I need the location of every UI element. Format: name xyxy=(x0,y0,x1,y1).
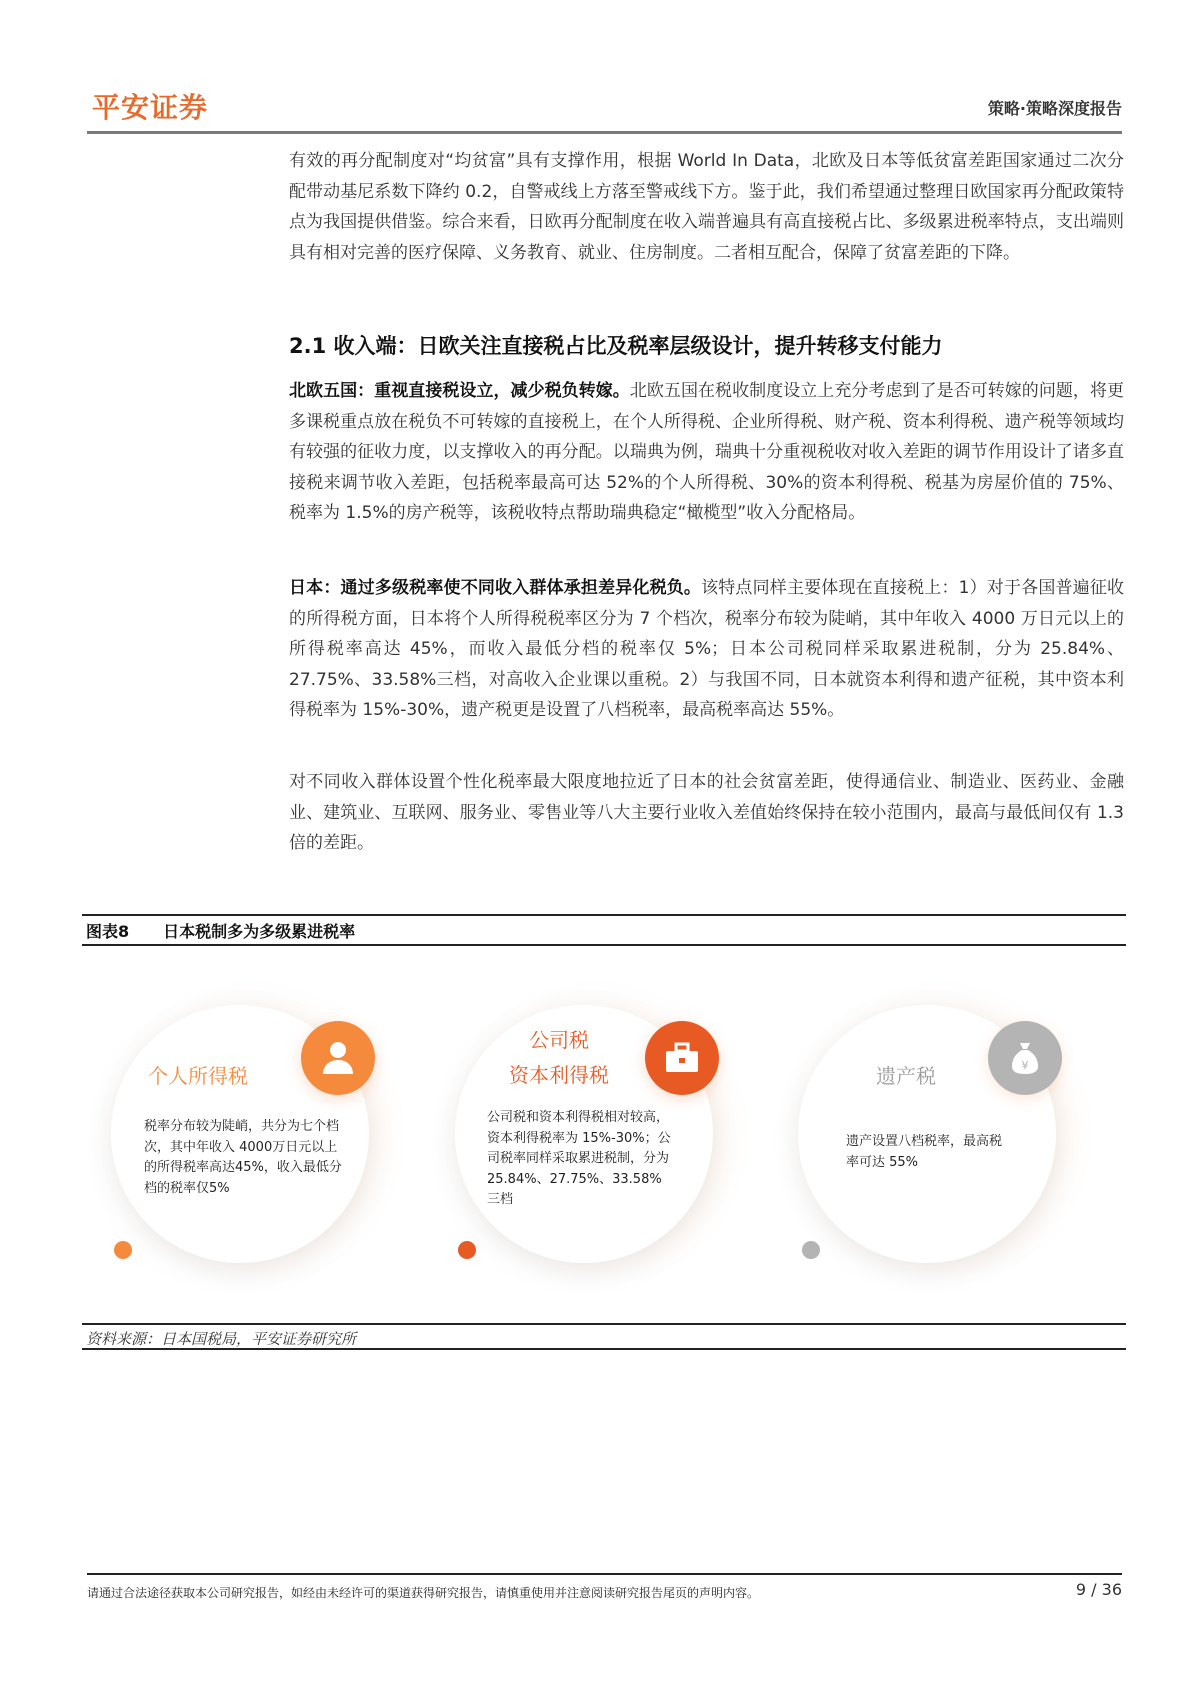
report-type: 策略·策略深度报告 xyxy=(987,99,1122,118)
section-heading: 2.1 收入端：日欧关注直接税占比及税率层级设计，提升转移支付能力 xyxy=(289,334,943,358)
paragraph-text: 该特点同样主要体现在直接税上：1）对于各国普遍征收的所得税方面，日本将个人所得税税率区分为 7 个档次，税率分布较为陡峭，其中年收入 4000 万日元以上的所得税率高达 45%，而收入最低分档的税率仅 5%；日本公司税同样采取累进税制，分为 25.84%、27.75%、33.58%三档，对高收入企业课以重税。2）与我国不同，日本就资本利得和遗产征税，其中资本利得税率为 15%-30%，遗产税更是设置了八档税率，最高税率高达 55%。 xyxy=(289,578,1124,720)
indicator-dot xyxy=(458,1241,476,1259)
paragraph-intro: 有效的再分配制度对“均贫富”具有支撑作用，根据 World In Data，北欧及日本等低贫富差距国家通过二次分配带动基尼系数下降约 0.2，自警戒线上方落至警戒线下方。鉴于此，我们希望通过整理日欧国家再分配政策特点为我国提供借鉴。综合来看，日欧再分配制度在收入端普遍具有高直接税占比、多级累进税率特点，支出端则具有相对完善的医疗保障、义务教育、就业、住房制度。二者相互配合，保障了贫富差距的下降。 xyxy=(289,151,1124,263)
paragraph-lead: 日本：通过多级税率使不同收入群体承担差异化税负。 xyxy=(289,578,702,598)
card-title: 遗产税 xyxy=(876,1064,936,1088)
card-title-line: 资本利得税 xyxy=(509,1063,609,1087)
figure-label: 图表8 xyxy=(86,922,130,941)
card-text: 遗产设置八档税率，最高税率可达 55% xyxy=(846,1134,1003,1170)
header-divider xyxy=(87,131,1122,134)
card-title xyxy=(498,1023,620,1093)
figure-top-rule xyxy=(82,914,1126,916)
source-bottom-rule xyxy=(82,1348,1126,1350)
card-title-line: 公司税 xyxy=(529,1028,589,1052)
page-number: 9 / 36 xyxy=(1075,1580,1122,1599)
card-text: 税率分布较为陡峭，共分为七个档次，其中年收入 4000万日元以上的所得税率高达45%，收入最低分档的税率仅5% xyxy=(144,1119,342,1196)
figure-source: 资料来源：日本国税局，平安证券研究所 xyxy=(86,1330,357,1348)
svg-text:¥: ¥ xyxy=(1021,1059,1029,1072)
paragraph-lead: 北欧五国：重视直接税设立，减少税负转嫁。 xyxy=(289,381,630,401)
footer-disclaimer: 请通过合法途径获取本公司研究报告，如经由未经许可的渠道获得研究报告，请慎重使用并注意阅读研究报告尾页的声明内容。 xyxy=(87,1586,760,1600)
card-text: 公司税和资本利得税相对较高，资本利得税率为 15%-30%；公司税率同样采取累进税制，分为 25.84%、27.75%、33.58%三档 xyxy=(487,1110,671,1207)
figure-title xyxy=(86,919,389,942)
person-icon xyxy=(301,1021,375,1095)
paragraph-summary: 对不同收入群体设置个性化税率最大限度地拉近了日本的社会贫富差距，使得通信业、制造业、医药业、金融业、建筑业、互联网、服务业、零售业等八大主要行业收入差值始终保持在较小范围内，最高与最低间仅有 1.3 倍的差距。 xyxy=(289,772,1124,853)
company-logo: 平安证券 xyxy=(92,91,209,124)
paragraph-text: 北欧五国在税收制度设立上充分考虑到了是否可转嫁的问题，将更多课税重点放在税负不可转嫁的直接税上，在个人所得税、企业所得税、财产税、资本利得税、遗产税等领域均有较强的征收力度，以支撑收入的再分配。以瑞典为例，瑞典十分重视税收对收入差距的调节作用设计了诸多直接税来调节收入差距，包括税率最高可达 52%的个人所得税、30%的资本利得税、税基为房屋价值的 75%、税率为 1.5%的房产税等，该税收特点帮助瑞典稳定“橄榄型”收入分配格局。 xyxy=(289,381,1125,523)
source-top-rule xyxy=(82,1323,1126,1325)
indicator-dot xyxy=(114,1241,132,1259)
briefcase-icon xyxy=(645,1021,719,1095)
money-bag-icon xyxy=(988,1021,1062,1095)
figure-title-rule xyxy=(82,944,1126,946)
paragraph-japan xyxy=(289,573,1124,726)
card-title: 个人所得税 xyxy=(148,1064,248,1088)
paragraph-nordic xyxy=(289,376,1124,529)
indicator-dot xyxy=(802,1241,820,1259)
figure-caption: 日本税制多为多级累进税率 xyxy=(163,922,356,941)
footer-rule xyxy=(87,1573,1122,1575)
